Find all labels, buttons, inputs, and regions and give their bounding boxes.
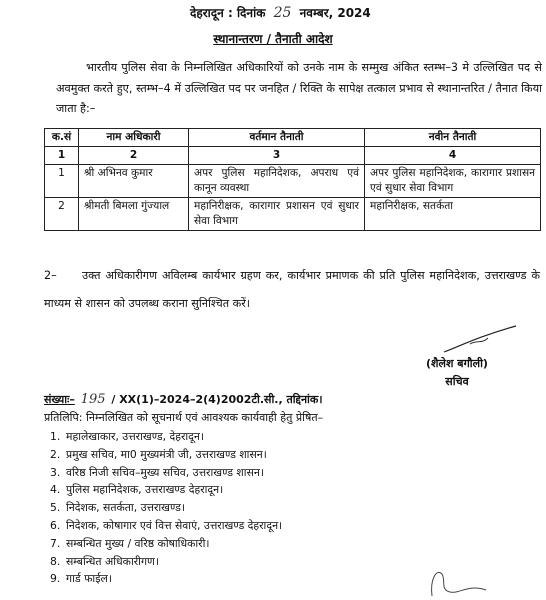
handwritten-reference-number: 195 <box>80 392 106 407</box>
list-item: 9. गार्ड फाईल। <box>50 572 112 586</box>
initials-icon <box>424 560 494 600</box>
month-year: नवम्बर, 2024 <box>299 6 371 20</box>
table-row <box>45 198 541 231</box>
officer-name-cell: श्री अभिनव कुमार <box>79 165 189 198</box>
list-item: 6. निदेशक, कोषागार एवं वित्त सेवाएं, उत्तराखण्ड देहरादून। <box>50 518 283 532</box>
column-number: 2 <box>79 147 189 165</box>
place-date-label: देहरादून : दिनांक <box>190 6 266 20</box>
paragraph-2-text: उक्त अधिकारीगण अविलम्ब कार्यभार ग्रहण कर, कार्यभार प्रमाणक की प्रति पुलिस महानिदेशक, उत्तराखण्ड के माध्यम से शासन को उपलब्ध कराना सुनिश्चित करें। <box>44 269 540 310</box>
column-number: 3 <box>189 147 365 165</box>
reference-number-line <box>44 392 524 407</box>
place-date-line <box>190 4 480 21</box>
header-serial: क.सं <box>45 129 79 147</box>
signatory-name: (शैलेश बगौली) <box>426 357 488 370</box>
column-number: 1 <box>45 147 79 165</box>
serial-cell: 2 <box>45 198 79 231</box>
list-item: 7. सम्बन्धित मुख्य / वरिष्ठ कोषाधिकारी। <box>50 536 210 550</box>
header-new-posting: नवीन तैनाती <box>365 129 541 147</box>
reference-label: संख्याः– <box>44 393 75 406</box>
signatory-designation: सचिव <box>445 375 469 388</box>
handwritten-day: 25 <box>273 5 292 21</box>
header-current-posting: वर्तमान तैनाती <box>189 129 365 147</box>
list-item: 1. महालेखाकार, उत्तराखण्ड, देहरादून। <box>50 430 204 443</box>
copy-to-list <box>50 428 430 588</box>
column-number-row <box>45 147 541 165</box>
new-posting-cell: महानिरीक्षक, सतर्कता <box>365 198 541 231</box>
list-item: 8. सम्बन्धित अधिकारीगण। <box>50 554 159 568</box>
new-posting-cell: अपर पुलिस महानिदेशक, कारागार प्रशासन एवं सुधार सेवा विभाग <box>365 165 541 198</box>
list-item: 2. प्रमुख सचिव, मा0 मुख्यमंत्री जी, उत्तराखण्ड शासन। <box>50 447 267 461</box>
order-paragraph-2 <box>44 262 540 318</box>
table-header-row <box>45 129 541 147</box>
serial-cell: 1 <box>45 165 79 198</box>
reference-code: / XX(1)–2024–2(4)2002टी.सी., तद्दिनांक। <box>111 393 323 406</box>
header-officer-name: नाम अधिकारी <box>79 129 189 147</box>
list-item: 5. निदेशक, सतर्कता, उत्तराखण्ड। <box>50 501 185 515</box>
copy-to-intro: प्रतिलिपि: निम्नलिखित को सूचनार्थ एवं आवश्यक कार्यवाही हेतु प्रेषित– <box>44 411 324 424</box>
list-item: 3. वरिष्ठ निजी सचिव–मुख्य सचिव, उत्तराखण्ड शासन। <box>50 465 264 479</box>
current-posting-cell: महानिरीक्षक, कारागार प्रशासन एवं सुधार सेवा विभाग <box>189 198 365 231</box>
list-item: 4. पुलिस महानिदेशक, उत्तराखण्ड देहरादून। <box>50 483 224 497</box>
officer-name-cell: श्रीमती बिमला गुंज्याल <box>79 198 189 231</box>
current-posting-cell: अपर पुलिस महानिदेशक, अपराध एवं कानून व्यवस्था <box>189 165 365 198</box>
order-paragraph-1: भारतीय पुलिस सेवा के निम्नलिखित अधिकारियों को उनके नाम के सम्मुख अंकित स्तम्भ–3 मे उल्लिखित पद से अवमुक्त करते हुए, स्तम्भ–4 में उल्लिखित पद पर जनहित / रिक्ति के सापेक्ष तत्काल प्रभाव से स्थानान्तरित / तैनात किया जाता है:– <box>56 61 542 115</box>
transfer-table <box>44 128 541 231</box>
paragraph-number: 2– <box>44 269 57 282</box>
column-number: 4 <box>365 147 541 165</box>
table-row <box>45 165 541 198</box>
order-title: स्थानान्तरण / तैनाती आदेश <box>213 32 333 46</box>
signature-icon <box>440 322 520 356</box>
